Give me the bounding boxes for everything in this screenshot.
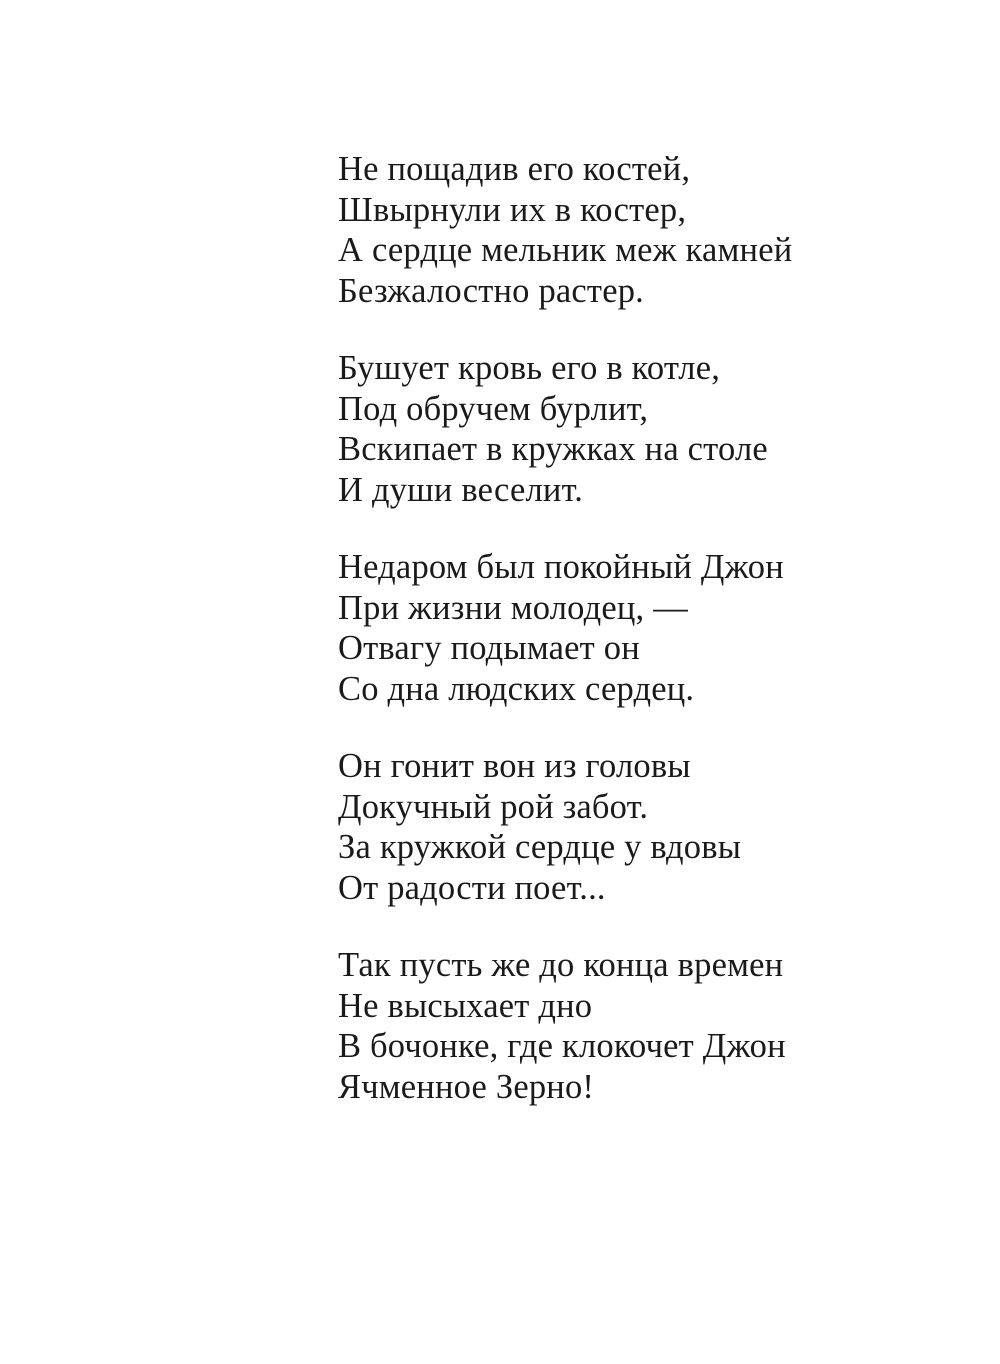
poem-text [338,149,938,1107]
poem-line: В бочонке, где клокочет Джон [338,1027,786,1065]
poem-line: Со дна людских сердец. [338,669,695,708]
poem-line: Безжалостно растер. [338,271,644,310]
stanza-3 [338,547,938,709]
stanza-5 [338,945,938,1107]
poem-line: И души веселит. [338,470,584,509]
poem-line: Не пощадив его костей, [338,150,691,188]
poem-line: Недаром был покойный Джон [338,548,784,586]
stanza-4 [338,746,938,908]
poem-line: От радости поет... [338,868,606,907]
stanza-2 [338,348,938,510]
poem-line: А сердце мельник меж камней [338,231,793,269]
poem-line: Ячменное Зерно! [338,1067,595,1106]
stanza-1 [338,149,938,311]
poem-line: Так пусть же до конца времен [338,946,784,984]
poem-line: Он гонит вон из головы [338,747,691,785]
poem-line: Не высыхает дно [338,986,593,1025]
poem-line: Вскипает в кружках на столе [338,430,768,468]
poem-line: При жизни молодец, — [338,588,688,627]
poem-line: Под обручем бурлит, [338,389,649,428]
poem-line: Швырнули их в костер, [338,190,687,229]
poem-line: За кружкой сердце у вдовы [338,828,742,866]
poem-line: Бушует кровь его в котле, [338,349,721,387]
poem-line: Докучный рой забот. [338,787,649,826]
poem-line: Отвагу подымает он [338,629,640,667]
